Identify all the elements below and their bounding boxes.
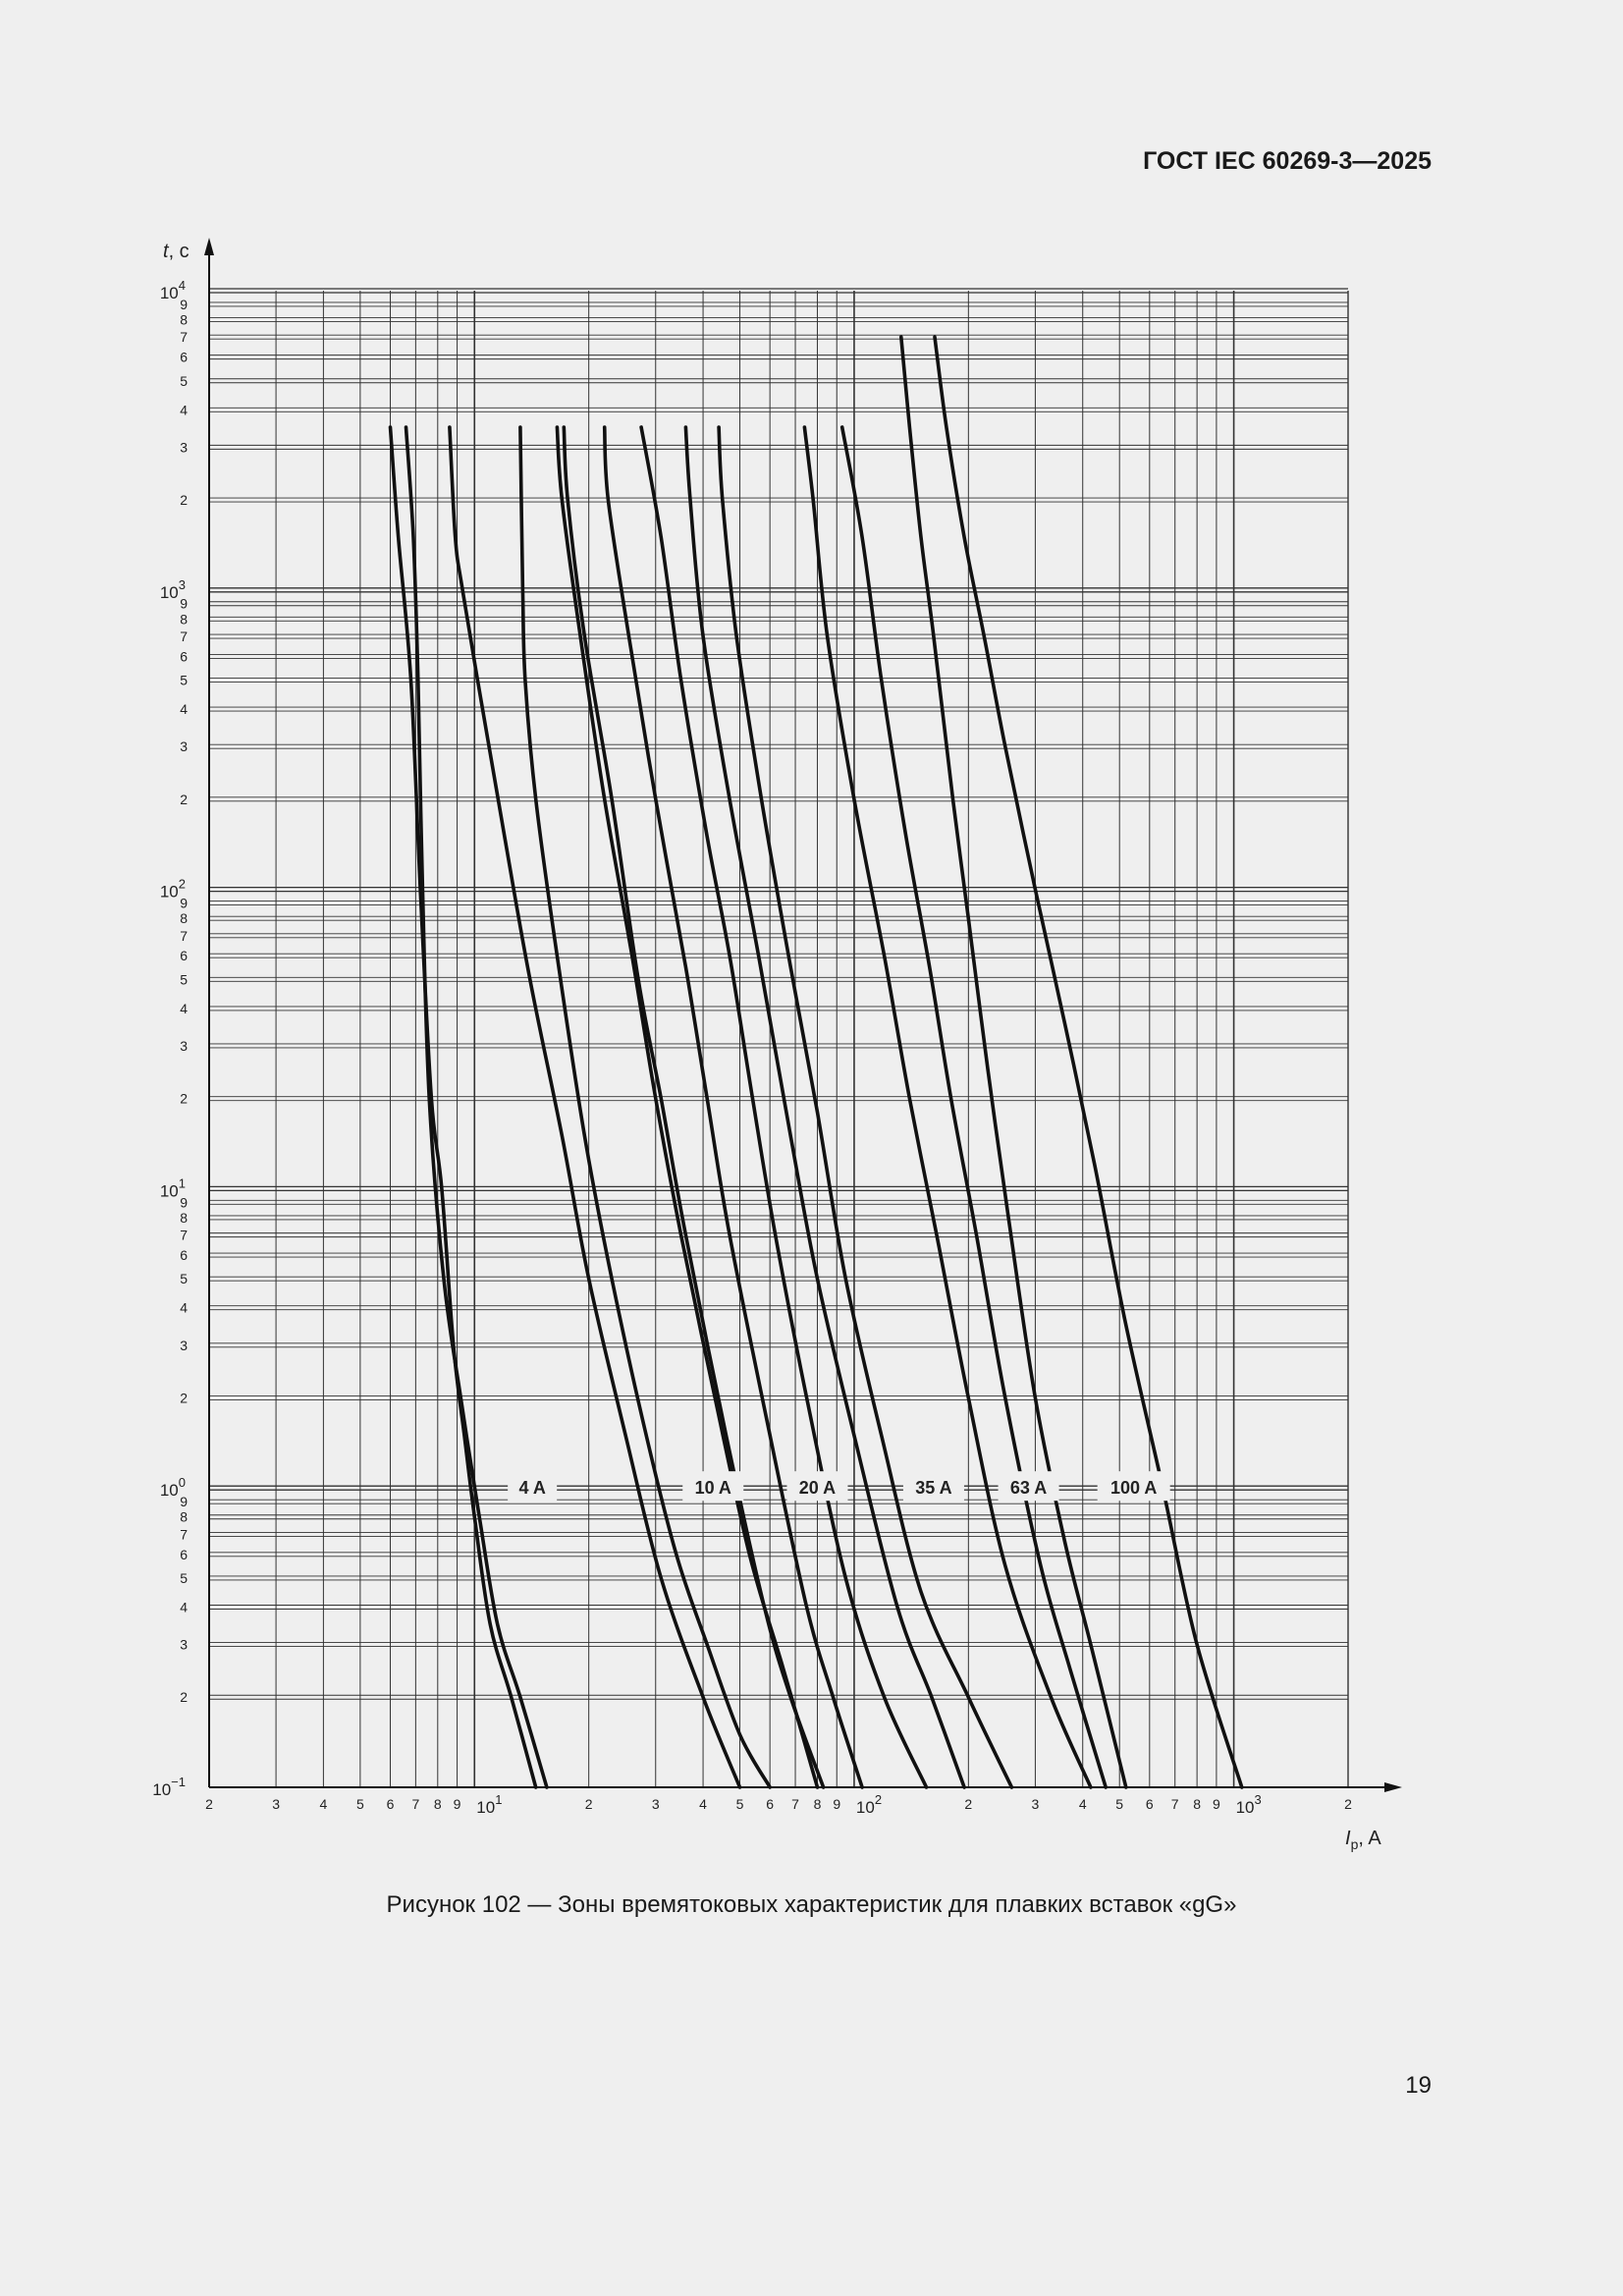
y-tick-label: 7 — [180, 1526, 188, 1543]
y-tick-label: 9 — [180, 895, 188, 911]
y-tick-label: 2 — [180, 492, 188, 509]
y-tick-label: $10^0$ — [159, 1475, 186, 1501]
y-tick-label: 4 — [180, 1599, 188, 1615]
y-tick-label: 7 — [180, 927, 188, 944]
characteristic-curve-13 — [901, 337, 1126, 1787]
tick-exponent: −1 — [171, 1775, 186, 1789]
y-axis-arrow — [204, 238, 214, 255]
x-tick-label: 2 — [584, 1796, 593, 1812]
tick-exponent: 2 — [178, 876, 186, 892]
y-tick-label: 5 — [180, 971, 188, 988]
characteristic-curves — [391, 337, 1242, 1787]
y-tick-label: 6 — [180, 1546, 188, 1562]
characteristic-curve-3 — [450, 427, 740, 1787]
x-tick-label: 4 — [1078, 1796, 1087, 1812]
x-tick-label: 5 — [1115, 1796, 1124, 1812]
characteristic-curve-7 — [605, 427, 862, 1787]
x-tick-label: 8 — [1193, 1796, 1202, 1812]
characteristic-curve-2 — [406, 427, 547, 1787]
tick-exponent: 1 — [495, 1792, 503, 1807]
y-tick-label: 2 — [180, 791, 188, 807]
tick-exponent: 2 — [874, 1792, 883, 1807]
document-header: ГОСТ IEC 60269-3—2025 — [1143, 147, 1432, 175]
x-axis-subscript: p — [1350, 1836, 1359, 1852]
tick-exponent: 1 — [178, 1175, 186, 1191]
x-tick-label: 5 — [735, 1796, 744, 1812]
y-tick-label: 8 — [180, 611, 188, 628]
y-tick-label: 6 — [180, 1247, 188, 1264]
x-tick-label: 6 — [1145, 1796, 1154, 1812]
tick-exponent: 0 — [178, 1475, 186, 1491]
y-tick-label: 8 — [180, 1209, 188, 1226]
x-axis-arrow — [1384, 1782, 1402, 1792]
chart-axes — [204, 238, 1402, 1792]
y-tick-label: 5 — [180, 1569, 188, 1586]
y-tick-label: $10^{-1}$ — [152, 1775, 186, 1799]
x-tick-label: 6 — [766, 1796, 775, 1812]
tick-exponent: 3 — [178, 576, 186, 592]
x-tick-label: 7 — [1170, 1796, 1179, 1812]
x-tick-label: $10^3$ — [1235, 1792, 1262, 1817]
x-tick-label: 3 — [651, 1796, 660, 1812]
y-tick-label: 4 — [180, 1299, 188, 1316]
zone-label: 100 A — [1109, 1478, 1158, 1499]
y-tick-label: 3 — [180, 738, 188, 755]
y-axis-title — [163, 241, 189, 262]
page-number: 19 — [1405, 2072, 1432, 2099]
y-tick-label: 8 — [180, 1508, 188, 1525]
x-tick-label: 9 — [833, 1796, 841, 1812]
x-tick-label: 4 — [319, 1796, 328, 1812]
x-tick-label: 2 — [205, 1796, 213, 1812]
x-tick-label: 8 — [433, 1796, 442, 1812]
y-axis-symbol: t — [163, 241, 169, 262]
x-tick-label: 2 — [964, 1796, 973, 1812]
y-tick-label: 6 — [180, 948, 188, 964]
y-tick-label: 6 — [180, 349, 188, 365]
characteristic-curve-5 — [557, 427, 817, 1787]
x-tick-label: $10^1$ — [476, 1792, 503, 1817]
x-tick-label: 3 — [1031, 1796, 1040, 1812]
x-tick-label: 9 — [1213, 1796, 1220, 1812]
y-tick-label: 3 — [180, 1037, 188, 1054]
x-tick-label: 7 — [411, 1796, 420, 1812]
y-tick-label: $10^1$ — [159, 1175, 186, 1201]
zone-label: 35 A — [915, 1478, 952, 1499]
y-tick-label: 2 — [180, 1689, 188, 1706]
y-tick-label: $10^2$ — [159, 876, 186, 902]
y-axis-unit: , с — [168, 241, 189, 262]
x-tick-label: 6 — [386, 1796, 395, 1812]
y-tick-label: 7 — [180, 329, 188, 346]
y-tick-label: 8 — [180, 311, 188, 328]
y-tick-label: 7 — [180, 1227, 188, 1243]
tick-exponent: 4 — [178, 278, 186, 293]
y-tick-label: 4 — [180, 701, 188, 718]
y-tick-label: 5 — [180, 372, 188, 389]
characteristic-curve-14 — [935, 337, 1242, 1787]
y-tick-label: 5 — [180, 1271, 188, 1287]
y-tick-label: 2 — [180, 1390, 188, 1406]
x-tick-label: 8 — [813, 1796, 822, 1812]
zone-label: 63 A — [1009, 1478, 1048, 1499]
y-tick-label: 9 — [180, 1194, 188, 1211]
y-tick-label: 5 — [180, 672, 188, 688]
y-tick-label: $10^4$ — [159, 278, 186, 302]
characteristic-curve-1 — [391, 427, 536, 1787]
y-tick-label: 9 — [180, 1494, 188, 1510]
zone-label: 20 A — [798, 1478, 837, 1499]
characteristic-curve-12 — [842, 427, 1106, 1787]
y-tick-label: 3 — [180, 1337, 188, 1353]
x-axis-title — [1345, 1828, 1381, 1852]
x-axis-unit: , A — [1358, 1828, 1381, 1849]
y-tick-label: 2 — [180, 1090, 188, 1107]
x-tick-label: 2 — [1344, 1796, 1352, 1812]
y-tick-label: 6 — [180, 648, 188, 665]
zone-label: 10 A — [694, 1478, 731, 1499]
x-tick-label: 5 — [355, 1796, 364, 1812]
x-axis-symbol: I — [1345, 1828, 1351, 1849]
x-tick-label: $10^2$ — [855, 1792, 883, 1817]
y-tick-label: 3 — [180, 1636, 188, 1653]
y-tick-label: 8 — [180, 910, 188, 927]
tick-exponent: 3 — [1254, 1792, 1262, 1807]
y-tick-label: 4 — [180, 402, 188, 418]
y-tick-label: 4 — [180, 1000, 188, 1016]
y-tick-label: 9 — [180, 296, 188, 312]
x-tick-label: 9 — [453, 1796, 461, 1812]
y-tick-label: 9 — [180, 595, 188, 612]
x-tick-label: 3 — [272, 1796, 280, 1812]
y-tick-label: 7 — [180, 629, 188, 645]
characteristic-curve-10 — [719, 427, 1011, 1787]
y-tick-label: $10^3$ — [159, 576, 186, 602]
zone-label: 4 A — [518, 1478, 546, 1499]
y-tick-label: 3 — [180, 439, 188, 456]
x-tick-label: 7 — [791, 1796, 799, 1812]
x-tick-label: 4 — [699, 1796, 707, 1812]
figure-caption: Рисунок 102 — Зоны времятоковых характеристик для плавких вставок «gG» — [386, 1891, 1237, 1918]
